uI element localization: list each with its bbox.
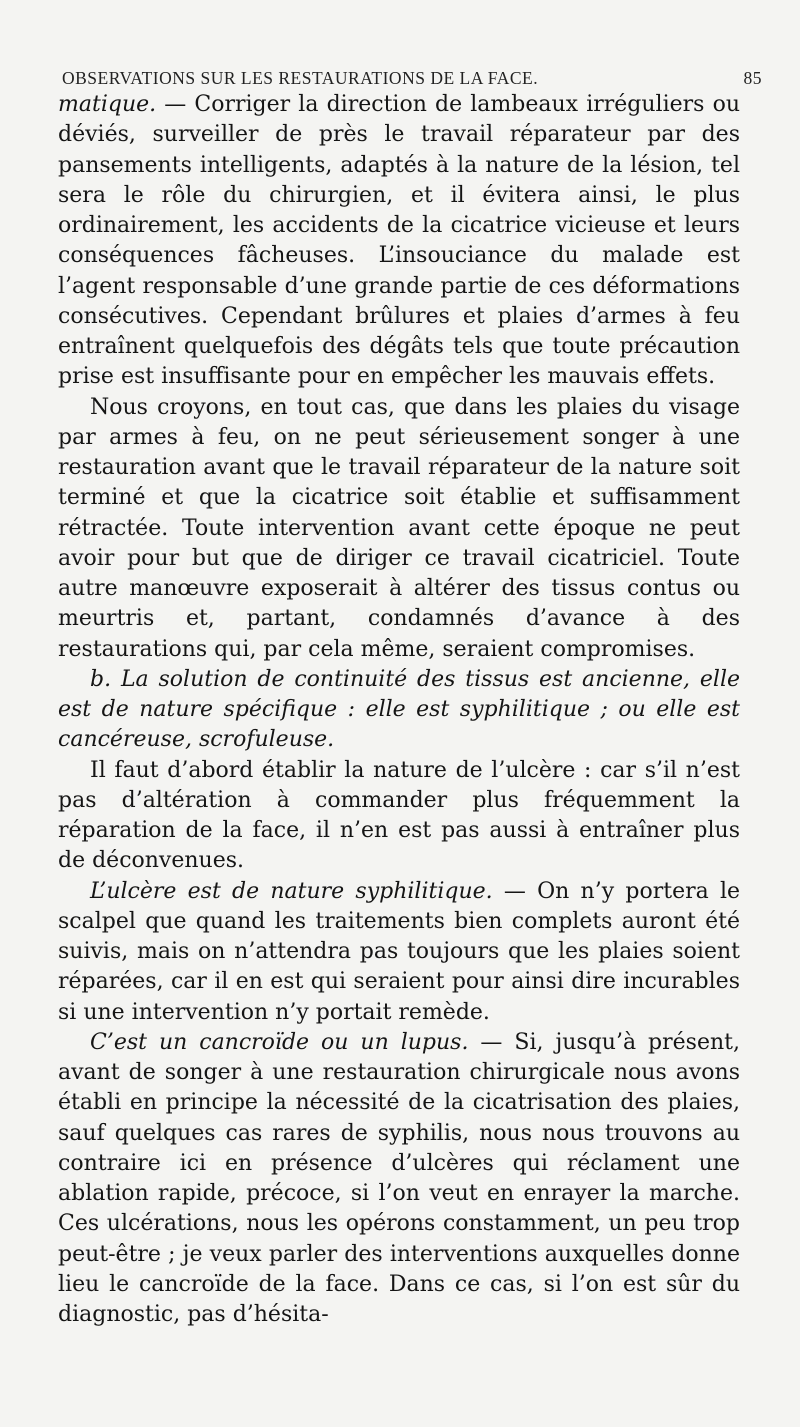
- paragraph-4-text: Il faut d’abord établir la nature de l’ulcère : car s’il n’est pas d’altération à commander plus fréquemment la réparation de la face, il n’en est pas aussi à entraîner plus de déconvenues.: [58, 757, 740, 874]
- page-body: [58, 90, 740, 1330]
- paragraph-5-text: — On n’y portera le scalpel que quand les traitements bien complets auront été suivis, mais on n’attendra pas toujours que les plaies soient réparées, car il en est qui seraient pour ainsi dire incurables si une intervention n’y portait remède.: [58, 878, 741, 1025]
- paragraph-5-lead: L’ulcère est de nature syphilitique.: [90, 878, 493, 904]
- section-b-title: La solution de continuité des tissus est ancienne, elle est de nature spécifique : elle est syphilitique ; ou elle est cancéreuse, scrofuleuse.: [58, 666, 741, 753]
- paragraph-1: [58, 90, 740, 393]
- running-header: [62, 68, 762, 89]
- section-b-heading: [58, 665, 740, 756]
- paragraph-6: [58, 1028, 740, 1331]
- paragraph-1-text: — Corriger la direction de lambeaux irréguliers ou déviés, surveiller de près le travail réparateur par des pansements intelligents, adaptés à la nature de la lésion, tel sera le rôle du chirurgien, et il évitera ainsi, le plus ordinairement, les accidents de la cicatrice vicieuse et leurs conséquences fâcheuses. L’insouciance du malade est l’agent responsable d’une grande partie de ces déformations consécutives. Cependant brûlures et plaies d’armes à feu entraînent quelquefois des dégâts tels que toute précaution prise est insuffisante pour en empêcher les mauvais effets.: [58, 92, 740, 390]
- section-b-label: b.: [90, 666, 112, 692]
- page-number: 85: [743, 68, 762, 88]
- paragraph-1-lead: matique.: [58, 92, 157, 117]
- paragraph-4: [58, 756, 740, 877]
- running-title: OBSERVATIONS SUR LES RESTAURATIONS DE LA FACE.: [62, 68, 539, 88]
- paragraph-6-text: — Si, jusqu’à présent, avant de songer à une restauration chirurgicale nous avons établi en principe la nécessité de la cicatrisation des plaies, sauf quelques cas rares de syphilis, nous nous trouvons au contraire ici en présence d’ulcères qui réclament une ablation rapide, précoce, si l’on veut en enrayer la marche. Ces ulcérations, nous les opérons constamment, un peu trop peut-être ; je veux parler des interventions auxquelles donne lieu le cancroïde de la face. Dans ce cas, si l’on est sûr du diagnostic, pas d’hésita-: [58, 1029, 740, 1327]
- paragraph-2-text: Nous croyons, en tout cas, que dans les plaies du visage par armes à feu, on ne peut sérieusement songer à une restauration avant que le travail réparateur de la nature soit terminé et que la cicatrice soit établie et suffisamment rétractée. Toute intervention avant cette époque ne peut avoir pour but que de diriger ce travail cicatriciel. Toute autre manœuvre exposerait à altérer des tissus contus ou meurtris et, partant, condamnés d’avance à des restaurations qui, par cela même, seraient compromises.: [58, 394, 740, 662]
- paragraph-5: [58, 877, 740, 1028]
- paragraph-6-lead: C’est un cancroïde ou un lupus.: [90, 1029, 469, 1055]
- paragraph-2: [58, 393, 740, 665]
